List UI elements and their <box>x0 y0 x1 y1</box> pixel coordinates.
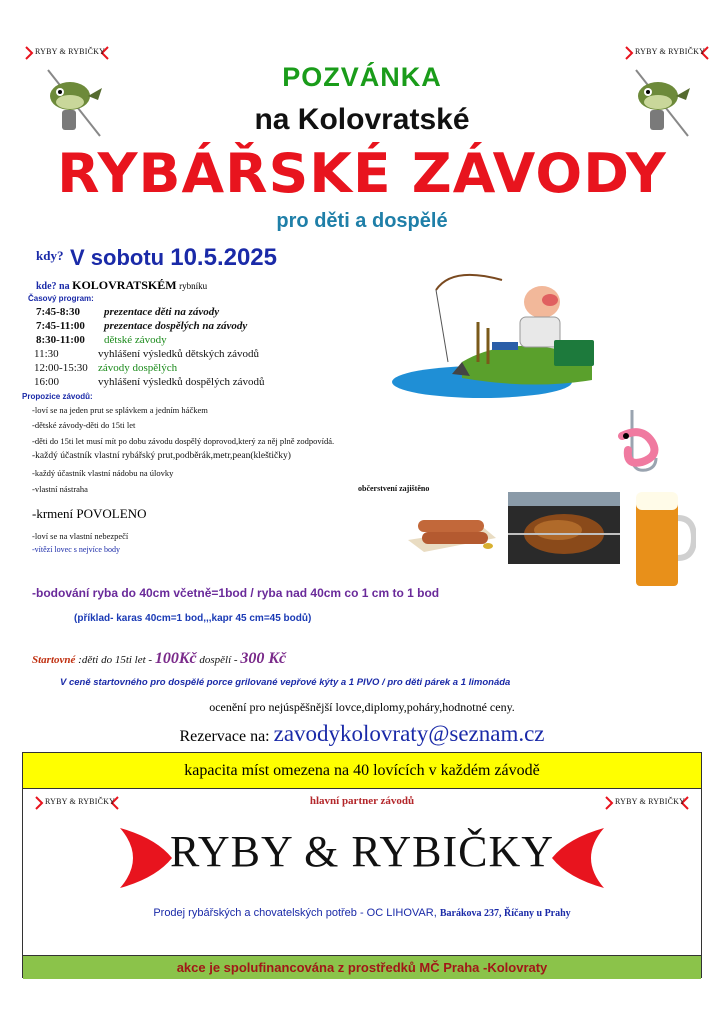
when-label: kdy? <box>36 248 64 263</box>
fee-adults: dospělí - <box>199 654 238 666</box>
own-risk: -loví se na vlastní nebezpečí <box>32 531 129 541</box>
shop-description: Prodej rybářských a chovatelských potřeb - OC LIHOVAR, <box>153 907 437 919</box>
schedule-item: 16:00 vyhlášení výsledků dospělých závodů <box>34 376 265 388</box>
roast-pork-icon <box>508 492 620 564</box>
fee-adults-price: 300 Kč <box>240 650 287 667</box>
where-rest: rybníku <box>179 281 208 291</box>
shop-info <box>0 907 724 919</box>
where-label: kde? na <box>36 281 70 292</box>
title-rybarske-zavody: RYBÁŘSKÉ ZÁVODY <box>57 142 667 205</box>
where-place: KOLOVRATSKÉM <box>72 278 177 292</box>
rule-item: -každý účastník vlastní nádobu na úlovky <box>32 468 174 478</box>
fee-children-price: 100Kč <box>154 650 197 667</box>
refreshments-note: občerstvení zajištěno <box>358 484 430 493</box>
title-kolovratske: na Kolovratské <box>254 103 470 136</box>
funding-footer: akce je spolufinancována z prostředků MČ Praha -Kolovraty <box>23 955 701 979</box>
feeding-allowed: -krmení POVOLENO <box>32 506 147 521</box>
date-value: 10.5.2025 <box>170 244 278 271</box>
prizes: ocenění pro nejúspěšnější lovce,diplomy,poháry,hodnotné ceny. <box>209 700 515 714</box>
subtitle: pro děti a dospělé <box>276 210 448 232</box>
sausages-icon <box>404 506 500 554</box>
fee-label: Startovné <box>32 654 76 666</box>
main-partner-label: hlavní partner závodů <box>309 795 415 807</box>
entry-fee <box>32 650 286 668</box>
where <box>36 278 207 293</box>
schedule-item: 11:30 vyhlášení výsledků dětských závodů <box>34 348 259 360</box>
logo-top-left <box>24 44 110 62</box>
schedule-item: 7:45-8:30 prezentace děti na závody <box>36 306 220 318</box>
scoring-example: (příklad- karas 40cm=1 bod,,,kapr 45 cm=45 bodů) <box>74 613 312 624</box>
rule-item: -loví se na jeden prut se splávkem a jedním háčkem <box>32 405 208 415</box>
rules-heading: Propozice závodů: <box>22 392 93 401</box>
schedule-item: 7:45-11:00 prezentace dospělých na závody <box>36 320 248 332</box>
scoring-rule: -bodování ryba do 40cm včetně=1bod / ryba nad 40cm co 1 cm to 1 bod <box>32 586 440 600</box>
fee-children: :děti do 15ti let - <box>78 654 153 666</box>
rule-item: -vlastní nástraha <box>32 484 88 494</box>
logo-text: RYBY & RYBIČKY <box>635 47 706 56</box>
schedule-item: 8:30-11:00 dětské závody <box>36 334 167 346</box>
schedule-item: 12:00-15:30 závody dospělých <box>34 362 178 374</box>
event-date <box>70 244 277 272</box>
logo-top-right <box>624 44 710 62</box>
ryby-logo-text: RYBY & RYBIČKY <box>169 827 554 876</box>
beer-glass-icon <box>630 488 696 592</box>
date-prefix: V sobotu <box>70 245 165 270</box>
logo-text: RYBY & RYBIČKY <box>45 797 116 806</box>
reservation <box>0 721 724 747</box>
shop-address: Barákova 237, Říčany u Prahy <box>439 908 571 919</box>
fisherman-cartoon-icon <box>392 262 604 400</box>
fee-includes: V ceně startovného pro dospělé porce grilované vepřové kýty a 1 PIVO / pro děti párek a 1 limonáda <box>60 677 511 688</box>
schedule-heading: Časový program: <box>28 294 94 303</box>
worm-hook-icon <box>612 406 668 480</box>
capacity-banner: kapacita míst omezena na 40 lovících v každém závodě <box>23 753 701 789</box>
logo-text: RYBY & RYBIČKY <box>615 797 686 806</box>
reservation-label: Rezervace na: <box>179 728 270 745</box>
logo-text: RYBY & RYBIČKY <box>35 47 106 56</box>
reservation-email-link[interactable]: zavodykolovraty@seznam.cz <box>273 721 545 746</box>
rule-item: -každý účastník vlastní rybářský prut,podběrák,metr,pean(kleštičky) <box>32 451 291 461</box>
title-pozvanka: POZVÁNKA <box>282 62 442 92</box>
rule-item: -dětské závody-děti do 15ti let <box>32 420 136 430</box>
winner-rule: -vítězí lovec s nejvíce body <box>32 545 120 554</box>
rule-item: -děti do 15ti let musí mít po dobu závodu dospělý doprovod,který za něj plně zodpovídá. <box>32 436 335 446</box>
